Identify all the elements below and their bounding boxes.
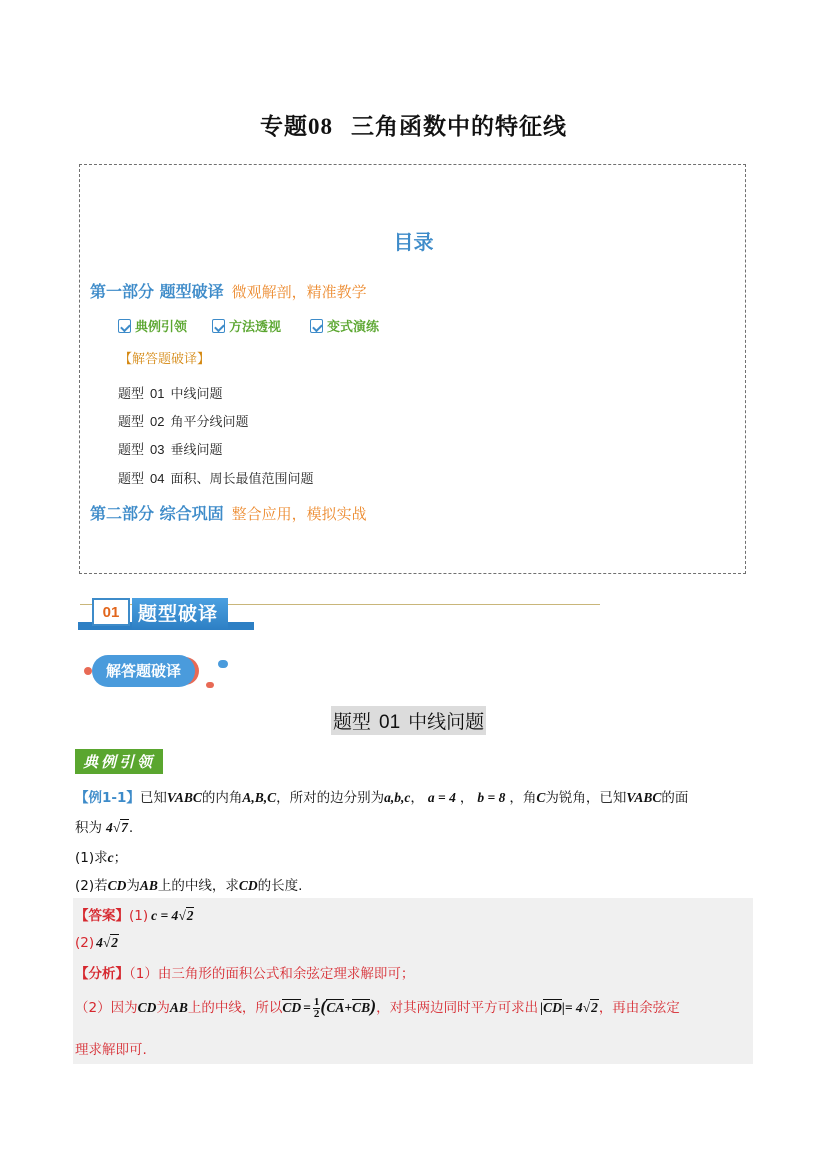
answer-label: 【答案】 <box>75 908 129 924</box>
toc-item-prefix: 题型 <box>118 472 145 487</box>
text: 为 <box>156 1000 170 1016</box>
toc-category-label: 典例引领 <box>135 320 188 335</box>
sqrt-sign: √ <box>102 935 111 950</box>
math: 2 <box>591 1000 598 1015</box>
toc-item[interactable] <box>118 439 223 458</box>
vector: CD <box>543 1000 562 1015</box>
math: b = 8 <box>477 790 506 805</box>
document-title <box>0 108 827 141</box>
sqrt-sign: √ <box>178 908 186 923</box>
question-2 <box>75 874 302 894</box>
toc-item-code: 03 <box>150 442 165 457</box>
math: c = 4 <box>151 908 179 923</box>
text: ； <box>113 850 128 866</box>
text: ，对其两边同时平方可求出 <box>376 1000 539 1016</box>
text: 的长度. <box>257 878 303 894</box>
decor-dot <box>218 660 228 668</box>
toc-category-practice[interactable] <box>310 316 379 335</box>
sqrt-sign: √ <box>582 1000 591 1015</box>
example-line-1 <box>75 786 688 806</box>
toc-item-name: 中线问题 <box>170 387 223 402</box>
toc-item-code: 02 <box>150 414 165 429</box>
text: 为锐角，已知 <box>545 790 627 806</box>
math: VABC <box>626 790 662 805</box>
math: + <box>344 1000 353 1015</box>
toc-item-name: 垂线问题 <box>170 443 223 458</box>
answer-line-2 <box>75 935 119 951</box>
document-check-icon <box>118 319 131 333</box>
text: （2）因为 <box>75 1000 138 1016</box>
abs-bar: | <box>561 1000 565 1015</box>
toc-part2-label: 第二部分 综合巩固 <box>90 504 224 523</box>
subsection-pill: 解答题破译 <box>92 655 195 687</box>
text: 上的中线，求 <box>157 878 239 894</box>
title-main: 三角函数中的特征线 <box>351 113 567 140</box>
toc-item-name: 角平分线问题 <box>170 415 249 430</box>
question-1 <box>75 846 127 866</box>
document-check-icon <box>310 319 323 333</box>
text: . <box>128 820 134 836</box>
math: c <box>107 850 114 865</box>
text: 积为 <box>75 820 102 836</box>
toc-category-label: 变式演练 <box>327 320 380 335</box>
math: CD <box>238 878 258 893</box>
toc-category-label: 方法透视 <box>229 320 282 335</box>
toc-part1-subtitle: 微观解剖，精准教学 <box>231 283 367 301</box>
text: (2) <box>75 935 95 951</box>
document-check-icon <box>212 319 225 333</box>
math: AB <box>139 878 158 893</box>
type-heading-prefix: 题型 <box>333 711 372 733</box>
text: (1) <box>129 908 149 924</box>
toc-part2[interactable] <box>90 501 367 524</box>
toc-item[interactable] <box>118 468 314 487</box>
example-tag: 典例引领 <box>75 749 163 774</box>
math: CD <box>107 878 127 893</box>
text: 已知 <box>139 790 167 806</box>
abs-bar: | <box>540 1000 544 1015</box>
text: 的内角 <box>201 790 243 806</box>
example-label: 【例1-1】 <box>75 790 140 806</box>
math: ) <box>370 996 377 1016</box>
example-line-2 <box>75 816 133 836</box>
text: ，所对的边分别为 <box>276 790 385 806</box>
text: 的面 <box>661 790 689 806</box>
numerator: 1 <box>313 995 320 1008</box>
math: 2 <box>111 935 119 950</box>
section-number: 01 <box>92 598 130 626</box>
toc-section-label: 【解答题破译】 <box>119 352 211 367</box>
denominator: 2 <box>313 1007 320 1020</box>
analysis-line-1 <box>75 962 414 982</box>
toc-category-example[interactable] <box>118 316 187 335</box>
analysis-label: 【分析】 <box>75 966 129 982</box>
vector: CA <box>326 1000 345 1015</box>
math: a,b,c <box>384 790 411 805</box>
math: = 4 <box>564 1000 583 1015</box>
type-heading <box>331 706 486 735</box>
type-heading-code: 01 <box>379 712 401 733</box>
toc-item[interactable] <box>118 411 249 430</box>
toc-item-prefix: 题型 <box>118 415 145 430</box>
math: VABC <box>166 790 202 805</box>
section-label: 题型破译 <box>132 598 228 630</box>
math: 7 <box>121 820 128 835</box>
vector: CD <box>282 1000 302 1015</box>
answer-line-1 <box>75 904 194 924</box>
toc-item-prefix: 题型 <box>118 443 145 458</box>
toc-item[interactable] <box>118 383 223 402</box>
toc-part2-subtitle: 整合应用，模拟实战 <box>231 505 367 523</box>
text: ， <box>410 790 424 806</box>
text: (2)若 <box>75 878 108 894</box>
type-heading-name: 中线问题 <box>408 711 485 733</box>
sqrt-sign: √ <box>112 820 121 835</box>
title-number: 08 <box>308 114 333 139</box>
decor-dot <box>84 667 92 675</box>
toc-heading: 目录 <box>393 230 434 254</box>
math: A,B,C <box>242 790 277 805</box>
title-prefix: 专题 <box>260 113 308 140</box>
analysis-line-2 <box>75 996 680 1020</box>
math: 4 <box>96 935 103 950</box>
toc-part1-label: 第一部分 题型破译 <box>90 282 224 301</box>
text: (1)求 <box>75 850 108 866</box>
text: ， <box>459 790 474 806</box>
math: = <box>303 1000 311 1015</box>
toc-item-code: 04 <box>150 471 165 486</box>
text: 上的中线，所以 <box>187 1000 283 1016</box>
math: a = 4 <box>427 790 456 805</box>
math: 2 <box>186 908 194 923</box>
section-banner <box>92 598 228 630</box>
toc-category-method[interactable] <box>212 316 281 335</box>
math: AB <box>169 1000 188 1015</box>
math: CD <box>137 1000 157 1015</box>
text: （1）由三角形的面积公式和余弦定理求解即可； <box>129 966 415 982</box>
analysis-line-3: 理求解即可. <box>75 1042 147 1058</box>
decor-dot <box>206 682 214 688</box>
toc-item-code: 01 <box>150 386 165 401</box>
toc-item-prefix: 题型 <box>118 387 145 402</box>
toc-item-name: 面积、周长最值范围问题 <box>170 472 314 487</box>
math: C <box>536 790 546 805</box>
text: 为 <box>126 878 140 894</box>
text: ，角 <box>509 790 537 806</box>
math: 4 <box>106 820 113 835</box>
math: ( <box>320 996 327 1016</box>
text: ，再由余弦定 <box>598 1000 680 1016</box>
vector: CB <box>352 1000 371 1015</box>
toc-part1[interactable] <box>90 279 367 302</box>
